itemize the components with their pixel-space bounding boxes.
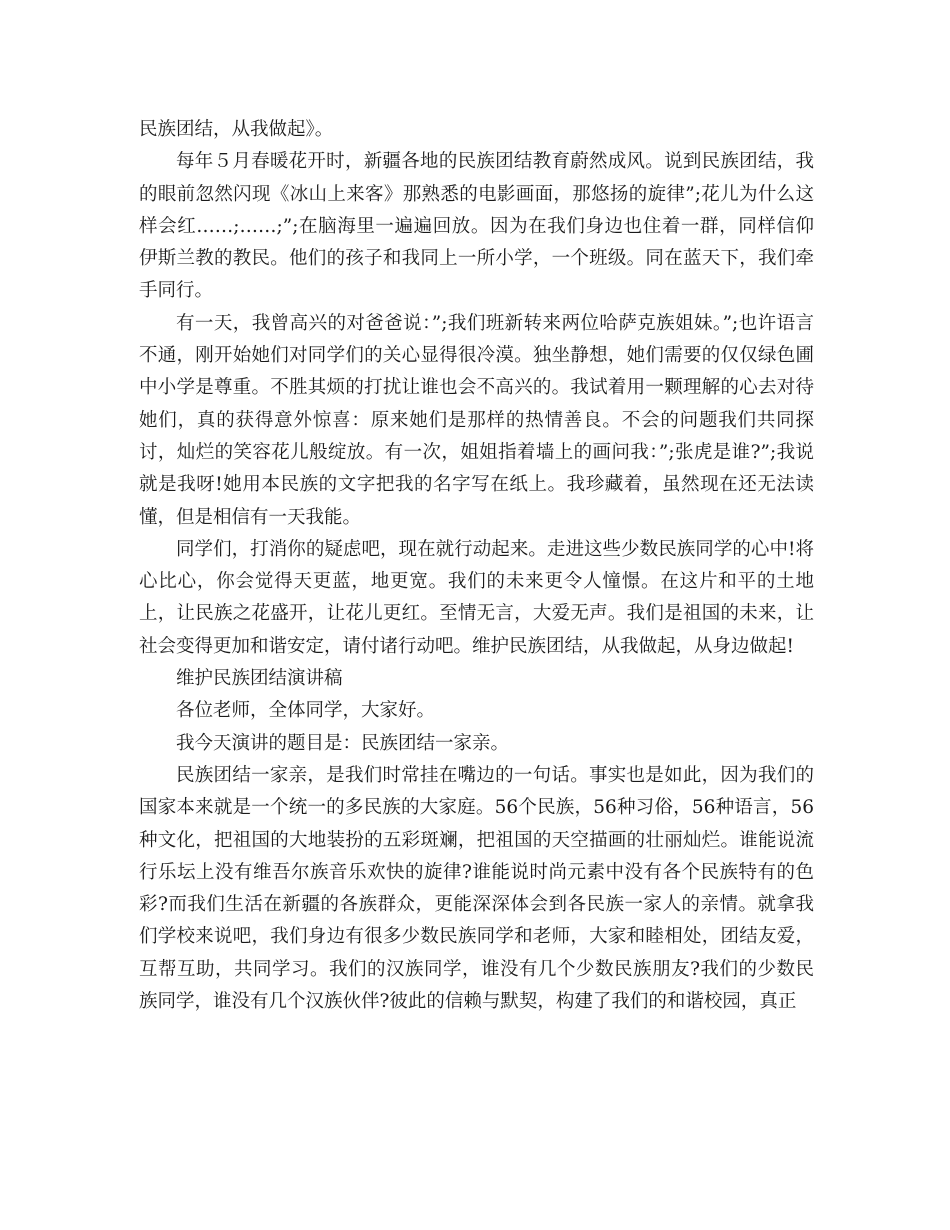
speech-topic: 我今天演讲的题目是：民族团结一家亲。 [176,732,510,754]
paragraph-3: 有一天，我曾高兴的对爸爸说：”;我们班新转来两位哈萨克族姐妹。”;也许语言不通，刚开始她们对同学们的关心显得很冷漠。独坐静想，她们需要的仅仅绿色圃中小学是尊重。不胜其烦的打扰让谁也会不高兴的。我试着用一颗理解的心去对待她们，真的获得意外惊喜：原来她们是那样的热情善良。不会的问题我们共同探讨，灿烂的笑容花儿般绽放。有一次，姐姐指着墙上的画问我：”;张虎是谁?”;我说就是我呀!她用本民族的文字把我的名字写在纸上。我珍藏着，虽然现在还无法读懂，但是相信有一天我能。 [139,312,814,528]
paragraph-1: 民族团结，从我做起》。 [139,119,334,140]
document-body [139,114,814,1018]
paragraph-2: 每年５月春暖花开时，新疆各地的民族团结教育蔚然成风。说到民族团结，我的眼前忽然闪现《冰山上来客》那熟悉的电影画面，那悠扬的旋律”;花儿为什么这样会红……;……;”;在脑海里一遍遍回放。因为在我们身边也住着一群，同样信仰伊斯兰教的教民。他们的孩子和我同上一所小学，一个班级。同在蓝天下，我们牵手同行。 [139,151,814,302]
speech-title: 维护民族团结演讲稿 [176,668,343,690]
paragraph-8: 民族团结一家亲，是我们时常挂在嘴边的一句话。事实也是如此，因为我们的国家本来就是一个统一的多民族的大家庭。56个民族，56种习俗，56种语言，56种文化，把祖国的大地装扮的五彩斑斓，把祖国的天空描画的壮丽灿烂。谁能说流行乐坛上没有维吾尔族音乐欢快的旋律?谁能说时尚元素中没有各个民族特有的色彩?而我们生活在新疆的各族群众，更能深深体会到各民族一家人的亲情。就拿我们学校来说吧，我们身边有很多少数民族同学和老师，大家和睦相处，团结友爱，互帮互助，共同学习。我们的汉族同学，谁没有几个少数民族朋友?我们的少数民族同学，谁没有几个汉族伙伴?彼此的信赖与默契，构建了我们的和谐校园，真正 [139,764,814,1013]
paragraph-4: 同学们，打消你的疑虑吧，现在就行动起来。走进这些少数民族同学的心中!将心比心，你会觉得天更蓝，地更宽。我们的未来更令人憧憬。在这片和平的土地上，让民族之花盛开，让花儿更红。至情无言，大爱无声。我们是祖国的未来，让社会变得更加和谐安定，请付诸行动吧。维护民族团结，从我做起，从身边做起! [139,538,814,657]
greeting: 各位老师，全体同学，大家好。 [176,700,436,722]
